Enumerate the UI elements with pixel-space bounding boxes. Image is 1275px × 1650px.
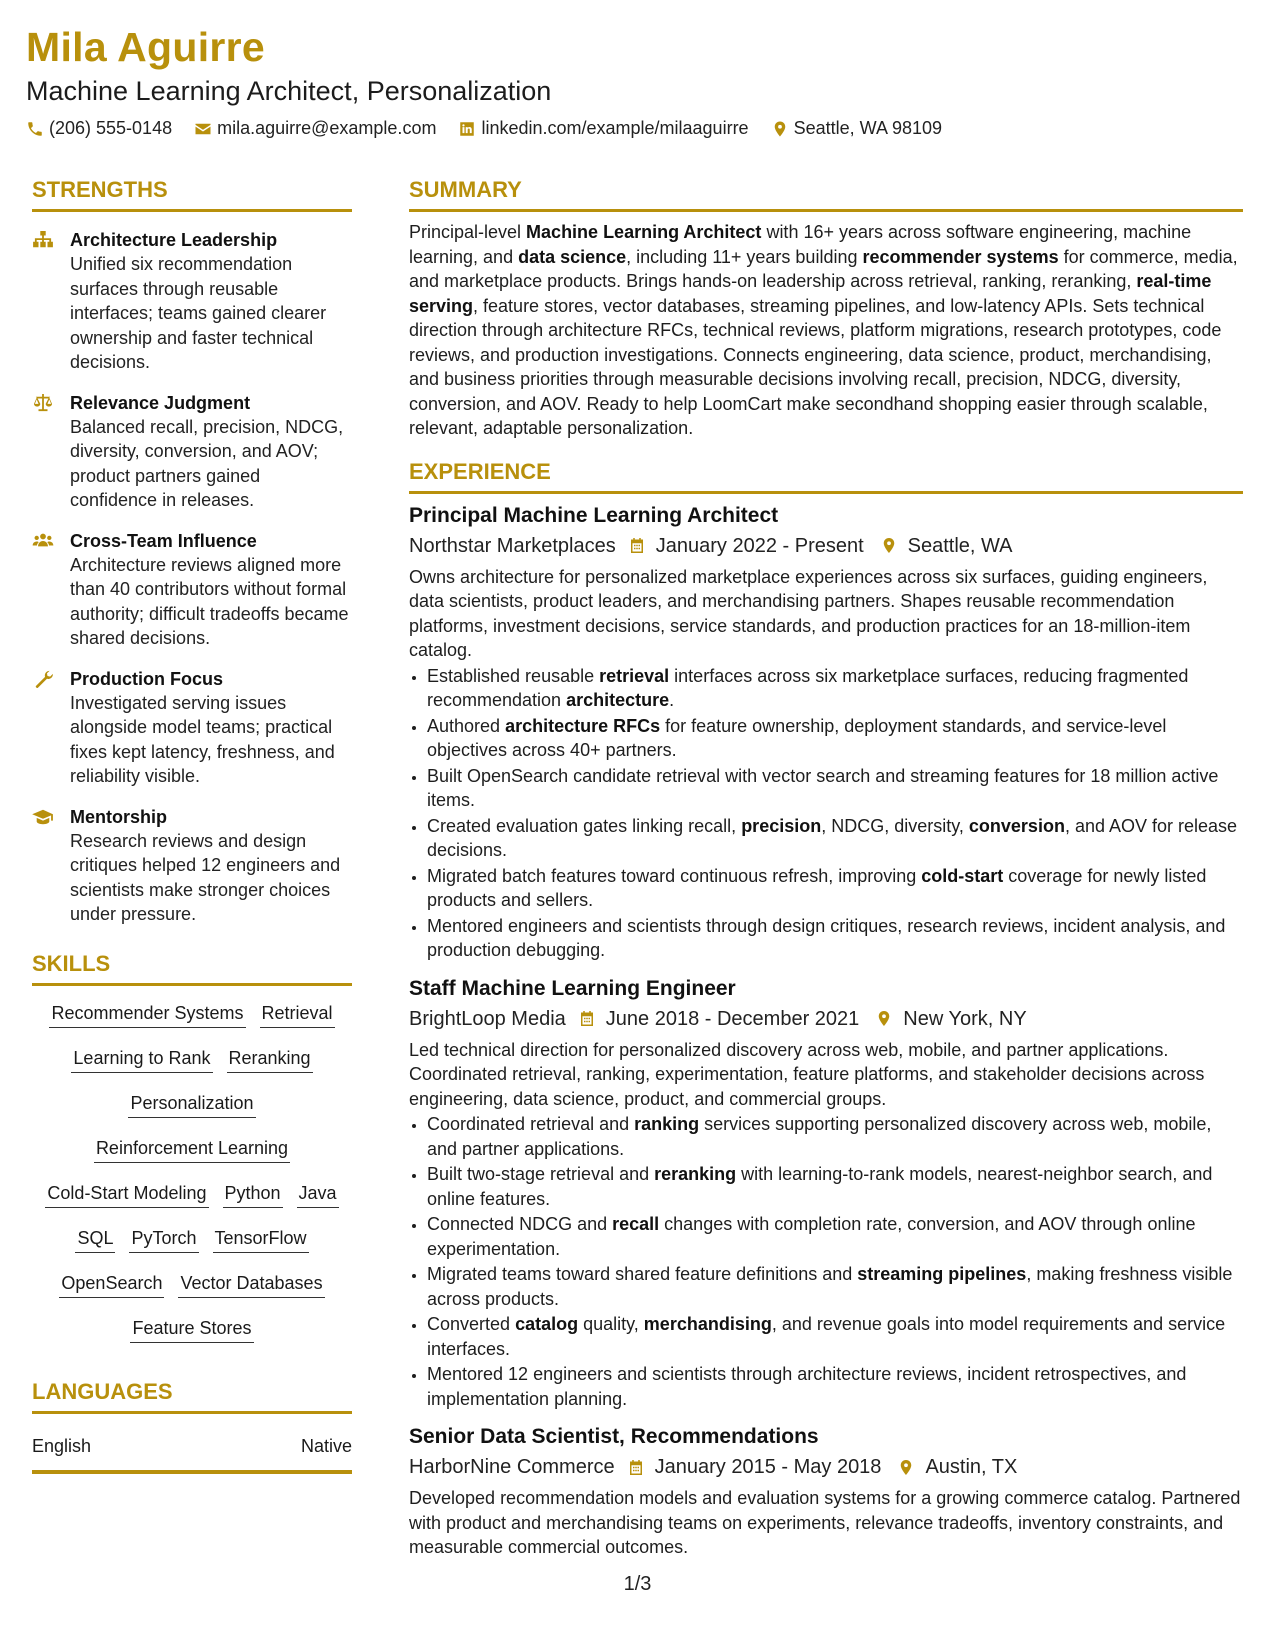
job-bullet [427, 1362, 1243, 1411]
strength-item [32, 391, 352, 513]
company-name: HarborNine Commerce [409, 1456, 615, 1478]
email-text[interactable]: mila.aguirre@example.com [217, 118, 437, 138]
location-icon [771, 120, 789, 138]
bold-keyword: architecture RFCs [505, 715, 661, 736]
job-bullet [427, 664, 1243, 713]
resume-header [26, 22, 1246, 139]
job-bullet [427, 914, 1243, 963]
bold-keyword: reranking [654, 1164, 737, 1184]
text-segment: with learning-to-rank models, nearest-neighbor search, and online features. [427, 1164, 1213, 1209]
job-description: Led technical direction for personalized discovery across web, mobile, and partner applications. Coordinated retrieval, ranking, experimentation, feature platforms, and stakeholder decisions across engineering, data science, product, and commercial groups. [409, 1039, 1205, 1109]
bold-keyword: recommender systems [862, 246, 1059, 267]
job-location: New York, NY [903, 1007, 1027, 1030]
job-entry [409, 1423, 1243, 1560]
job-title: Senior Data Scientist, Recommendations [409, 1425, 819, 1448]
linkedin-text[interactable]: linkedin.com/example/milaaguirre [481, 118, 749, 138]
linkedin-icon [458, 120, 476, 138]
text-segment: Principal-level [409, 222, 527, 242]
strength-item [32, 667, 352, 789]
sitemap-icon [32, 231, 54, 249]
skills-list [32, 1002, 352, 1343]
candidate-name: Mila Aguirre [26, 24, 266, 70]
skill-tag: Vector Databases [178, 1272, 324, 1298]
job-bullets [409, 1112, 1243, 1411]
skill-tag: Retrieval [260, 1002, 335, 1028]
strength-text: Balanced recall, precision, NDCG, diversity, conversion, and AOV; product partners gained confidence in releases. [70, 416, 344, 510]
skill-tag: Reinforcement Learning [94, 1137, 290, 1163]
experience-list [409, 502, 1243, 1560]
text-segment: interfaces across six marketplace surfaces, reducing fragmented recommendation [427, 665, 1189, 710]
text-segment: Created evaluation gates linking recall, [427, 815, 742, 836]
bold-keyword: retrieval [599, 665, 670, 686]
job-title: Principal Machine Learning Architect [409, 503, 779, 527]
strength-text: Architecture reviews aligned more than 40 contributors without formal authority; difficult tradeoffs became shared decisions. [70, 554, 349, 648]
skill-tag: SQL [75, 1227, 115, 1253]
skill-tag: PyTorch [129, 1227, 198, 1253]
contact-phone [26, 118, 172, 139]
text-segment: Migrated teams toward shared feature definitions and [427, 1264, 858, 1284]
strength-item [32, 529, 352, 651]
envelope-icon [194, 120, 212, 138]
job-bullet [427, 764, 1243, 813]
languages-heading: LANGUAGES [32, 1378, 173, 1404]
company-name: BrightLoop Media [409, 1007, 566, 1030]
bold-keyword: streaming pipelines [857, 1264, 1027, 1284]
section-divider [409, 209, 1243, 212]
section-divider [32, 1411, 352, 1414]
skill-tag: TensorFlow [213, 1227, 309, 1253]
job-bullets [409, 664, 1243, 963]
contact-location [771, 118, 942, 139]
text-segment: Connected NDCG and [427, 1214, 613, 1234]
text-segment: Authored [427, 715, 506, 736]
bold-keyword: Machine Learning Architect [526, 222, 762, 242]
job-dates: June 2018 - December 2021 [605, 1007, 860, 1030]
text-segment: with 16+ years across software engineering, machine learning, and [409, 222, 1192, 267]
job-bullet [427, 1212, 1243, 1261]
skill-tag: Java [297, 1182, 339, 1208]
text-segment: Converted [427, 1314, 516, 1334]
section-divider [32, 983, 352, 986]
job-dates: January 2022 - Present [655, 534, 864, 557]
job-bullet [427, 1312, 1243, 1361]
skill-row [32, 1092, 352, 1118]
strength-title: Relevance Judgment [70, 392, 251, 413]
job-description: Developed recommendation models and evaluation systems for a growing commerce catalog. Partnered with product and merchandising teams on experiments, relevance tradeoffs, inventory constraints, and measurable commercial outcomes. [409, 1488, 1241, 1557]
right-column [409, 175, 1243, 1560]
job-bullet [427, 864, 1243, 913]
strength-title: Production Focus [70, 668, 223, 689]
strength-title: Cross-Team Influence [70, 530, 257, 551]
bold-keyword: real-time serving [409, 271, 1212, 316]
text-segment: for feature ownership, deployment standards, and service-level objectives across 40+ partners. [427, 715, 1167, 760]
job-meta [409, 1005, 1243, 1033]
strength-text: Research reviews and design critiques helped 12 engineers and scientists make stronger choices under pressure. [70, 830, 341, 924]
text-segment: services supporting personalized discovery across web, mobile, and partner applications. [427, 1114, 1212, 1159]
page-number: 1/3 [623, 1573, 652, 1595]
section-divider [409, 491, 1243, 494]
bold-keyword: ranking [634, 1114, 700, 1134]
section-divider [32, 209, 352, 212]
job-location: Austin, TX [925, 1456, 1018, 1478]
experience-heading: EXPERIENCE [409, 458, 551, 484]
summary-heading: SUMMARY [409, 177, 522, 202]
bold-keyword: architecture [566, 690, 670, 710]
balance-scale-icon [32, 394, 54, 412]
strength-text: Investigated serving issues alongside model teams; practical fixes kept latency, freshness, and reliability visible. [70, 692, 335, 786]
text-segment: Built two-stage retrieval and [427, 1164, 655, 1184]
strength-item [32, 228, 352, 375]
text-segment: Established reusable [427, 665, 600, 686]
skills-heading: SKILLS [32, 950, 111, 976]
skill-tag: Feature Stores [130, 1317, 253, 1343]
job-meta [409, 532, 1243, 560]
job-bullet [427, 1262, 1243, 1311]
text-segment: Built OpenSearch candidate retrieval with vector search and streaming features for 18 million active items. [427, 765, 1219, 810]
candidate-title: Machine Learning Architect, Personalization [26, 76, 552, 106]
contact-bar [26, 118, 1246, 139]
job-bullet [427, 1162, 1243, 1211]
skill-tag: Reranking [227, 1047, 313, 1073]
location-icon [875, 1009, 893, 1028]
job-description: Owns architecture for personalized marketplace experiences across six surfaces, guiding engineers, data scientists, product leaders, and merchandising partners. Shapes reusable recommendation platforms, investment decisions, service standards, and production practices for an 18-million-item catalog. [409, 566, 1208, 660]
strength-item [32, 805, 352, 927]
text-segment: coverage for newly listed products and sellers. [427, 865, 1207, 910]
job-title: Staff Machine Learning Engineer [409, 976, 736, 1000]
strength-text: Unified six recommendation surfaces through reusable interfaces; teams gained clearer ownership and faster technical decisions. [70, 254, 327, 372]
job-dates: January 2015 - May 2018 [654, 1456, 882, 1478]
contact-email[interactable] [194, 118, 436, 139]
phone-text: (206) 555-0148 [49, 118, 173, 138]
strengths-heading: STRENGTHS [32, 177, 168, 202]
bold-keyword: recall [612, 1214, 660, 1234]
job-bullet [427, 1112, 1243, 1161]
location-icon [897, 1458, 915, 1477]
text-segment: , including 11+ years building [626, 246, 863, 267]
location-icon [880, 536, 898, 555]
text-segment: for commerce, media, and marketplace products. Brings hands-on leadership across retrieval, ranking, reranking, [409, 246, 1238, 291]
job-entry [409, 502, 1243, 963]
job-bullet [427, 814, 1243, 863]
bold-keyword: catalog [515, 1314, 579, 1334]
graduation-cap-icon [32, 808, 54, 826]
calendar-icon [628, 536, 646, 555]
summary-text [409, 220, 1243, 441]
company-name: Northstar Marketplaces [409, 534, 616, 557]
bold-keyword: data science [518, 246, 627, 267]
language-level-bar [32, 1470, 352, 1474]
job-meta [409, 1453, 1243, 1481]
job-bullet [427, 714, 1243, 763]
bold-keyword: merchandising [643, 1314, 772, 1334]
skill-row [32, 1182, 352, 1208]
bold-keyword: conversion [968, 815, 1065, 836]
bold-keyword: precision [741, 815, 822, 836]
skill-row [32, 1002, 352, 1028]
location-text: Seattle, WA 98109 [793, 118, 943, 138]
skill-tag: Python [223, 1182, 283, 1208]
skill-tag: Learning to Rank [71, 1047, 212, 1073]
skill-row [32, 1272, 352, 1298]
text-segment: , feature stores, vector databases, streaming pipelines, and low-latency APIs. Sets technical direction through architecture RFCs, technical reviews, platform migrations, research prototypes, code reviews, and production investigations. Connects engineering, data science, product, merchandising, and business priorities through measurable decisions involving recall, precision, NDCG, diversity, conversion, and AOV. Ready to help LoomCart make secondhand shopping easier through scalable, relevant, adaptable personalization. [409, 295, 1222, 438]
skill-tag: Recommender Systems [49, 1002, 245, 1028]
job-entry [409, 975, 1243, 1412]
bold-keyword: cold-start [921, 865, 1004, 886]
wrench-icon [32, 670, 54, 688]
text-segment: , making freshness visible across products. [427, 1264, 1233, 1309]
text-segment: , and AOV for release decisions. [427, 815, 1238, 860]
skill-tag: Personalization [128, 1092, 255, 1118]
skill-row [32, 1227, 352, 1253]
strength-title: Architecture Leadership [70, 230, 278, 250]
strength-title: Mentorship [70, 806, 167, 827]
skill-row [32, 1137, 352, 1163]
language-row [32, 1434, 352, 1458]
skill-row [32, 1047, 352, 1073]
text-segment: Mentored 12 engineers and scientists through architecture reviews, incident retrospectives, and implementation planning. [427, 1364, 1187, 1409]
text-segment: Coordinated retrieval and [427, 1114, 635, 1134]
skill-tag: Cold-Start Modeling [45, 1182, 208, 1208]
skill-tag: OpenSearch [59, 1272, 164, 1298]
calendar-icon [627, 1458, 645, 1477]
text-segment: Migrated batch features toward continuous refresh, improving [427, 865, 922, 886]
left-column [32, 175, 352, 1474]
phone-icon [26, 120, 44, 138]
calendar-icon [578, 1009, 596, 1028]
text-segment: changes with completion rate, conversion, and AOV through online experimentation. [427, 1214, 1196, 1259]
contact-linkedin[interactable] [458, 118, 748, 139]
language-name: English [32, 1435, 92, 1456]
users-icon [32, 532, 54, 550]
text-segment: , and revenue goals into model requirements and service interfaces. [427, 1314, 1226, 1359]
text-segment: Mentored engineers and scientists through design critiques, research reviews, incident analysis, and production debugging. [427, 915, 1226, 960]
language-level: Native [300, 1435, 352, 1456]
text-segment: quality, [578, 1314, 644, 1334]
skill-row [32, 1317, 352, 1343]
text-segment: , NDCG, diversity, [821, 815, 969, 836]
text-segment: . [669, 690, 675, 710]
job-location: Seattle, WA [907, 534, 1013, 557]
